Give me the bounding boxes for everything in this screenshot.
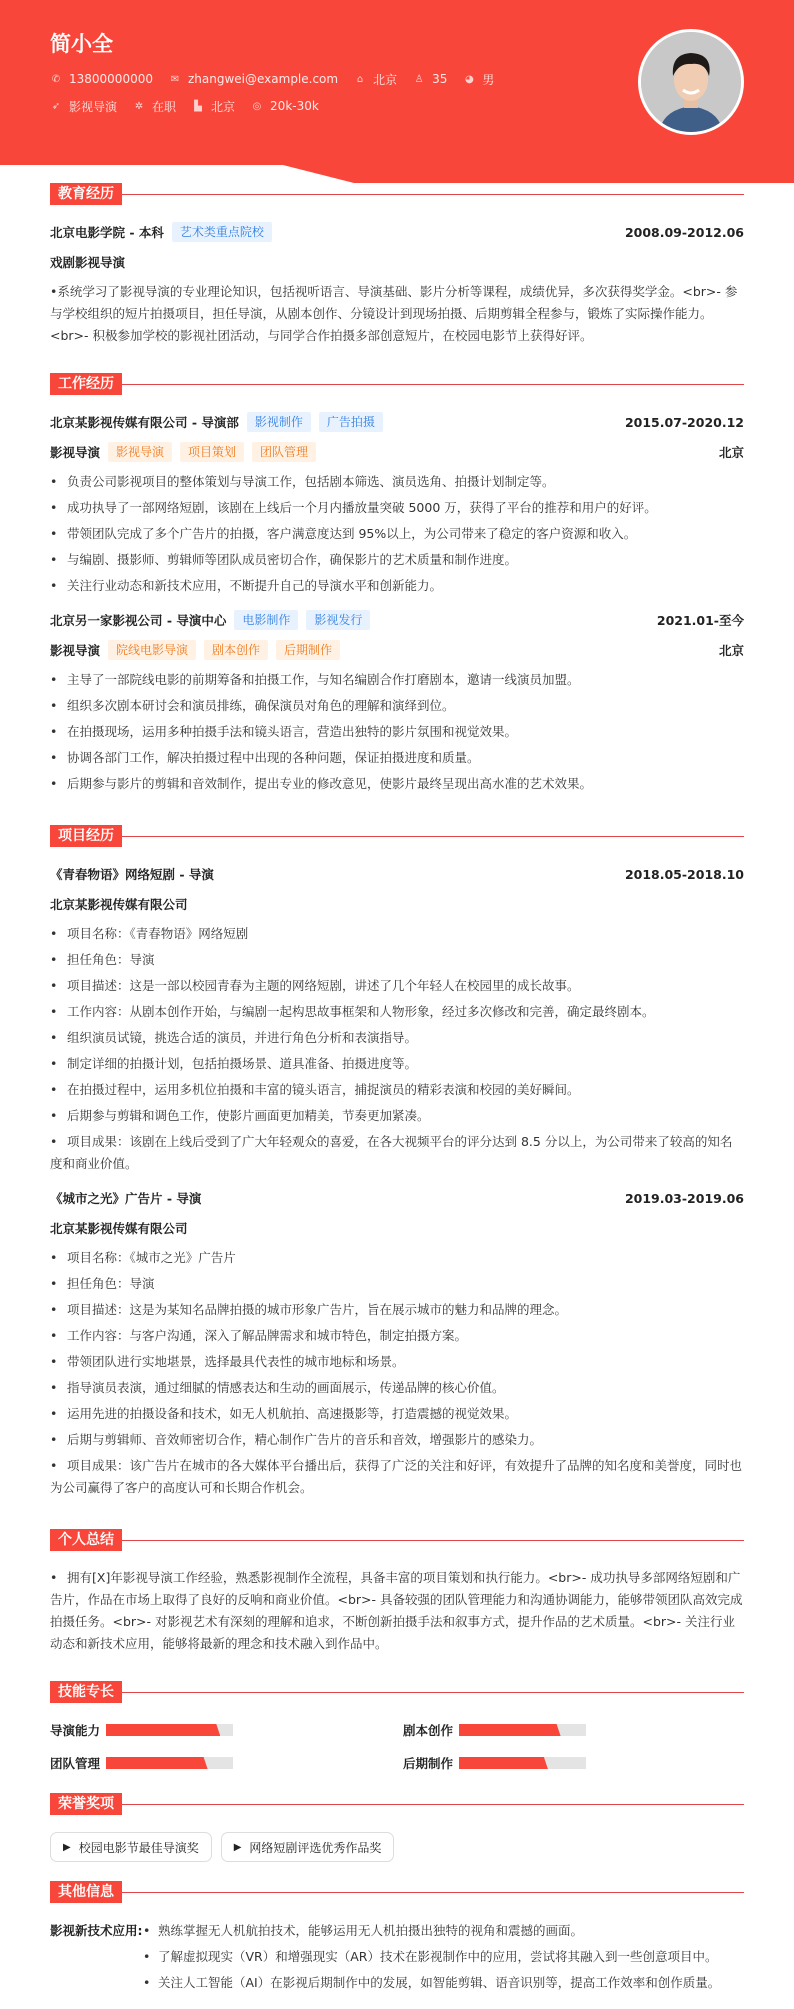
project-company: 北京某影视传媒有限公司 — [50, 897, 188, 912]
bullet: • — [143, 1949, 151, 1964]
list-item-text: 协调各部门工作，解决拍摄过程中出现的各种问题，保证拍摄进度和质量。 — [67, 750, 480, 765]
list-item — [50, 575, 744, 597]
gear-icon: ✲ — [134, 100, 144, 112]
list-item — [50, 1105, 744, 1127]
list-item — [50, 1351, 744, 1373]
contact-row — [50, 69, 510, 89]
list-item — [50, 747, 744, 769]
list-item — [50, 523, 744, 545]
list-item-text: 指导演员表演，通过细腻的情感表达和生动的画面展示，传递品牌的核心价值。 — [67, 1380, 505, 1395]
list-item-text: 担任角色：导演 — [67, 952, 155, 967]
project-company-row — [50, 1217, 744, 1239]
role-tag: 院线电影导演 — [108, 640, 196, 660]
list-item-text: 关注行业动态和新技术应用，不断提升自己的导演水平和创新能力。 — [67, 578, 443, 593]
list-item — [50, 1429, 744, 1451]
skill-name: 后期制作 — [403, 1756, 454, 1771]
date: 2019.03-2019.06 — [624, 1190, 744, 1206]
summary-text: • 拥有[X]年影视导演工作经验，熟悉影视制作全流程，具备丰富的项目策划和执行能力。<br>- 成功执导多部网络短剧和广告片，作品在市场上取得了良好的反响和商业价值。<br>- 具备较强的团队管理能力和沟通协调能力，能够带领团队高效完成拍摄任务。<br>- 对影视艺术有深刻的理解和追求，不断创新拍摄手法和叙事方式，提升作品的艺术质量。<br>- 关注行业动态和新技术应用，能够将最新的理念和技术融入到作品中。 — [50, 1570, 743, 1651]
age: 35 — [432, 72, 448, 86]
list-item-text: 带领团队完成了多个广告片的拍摄，客户满意度达到 95%以上，为公司带来了稳定的客户资源和收入。 — [67, 526, 637, 541]
list-item-text: 项目描述：这是一部以校园青春为主题的网络短剧，讲述了几个年轻人在校园里的成长故事。 — [67, 978, 580, 993]
projects-section — [50, 825, 744, 1503]
list-item-text: 项目成果：该剧在上线后受到了广大年轻观众的喜爱，在各大视频平台的评分达到 8.5 分以上，为公司带来了较高的知名度和商业价值。 — [50, 1134, 733, 1171]
list-item-text: 项目成果：该广告片在城市的各大媒体平台播出后，获得了广泛的关注和好评，有效提升了品牌的知名度和美誉度，同时也为公司赢得了客户的高度认可和长期合作机会。 — [50, 1458, 743, 1495]
skill-item — [50, 1752, 403, 1774]
honors-section — [50, 1793, 744, 1862]
bullet: • — [143, 1975, 151, 1990]
email: zhangwei@example.com — [187, 72, 339, 86]
list-item — [50, 1001, 744, 1023]
mail-icon: ✉ — [170, 73, 180, 85]
list-item-text: 与编剧、摄影师、剪辑师等团队成员密切合作，确保影片的艺术质量和制作进度。 — [67, 552, 518, 567]
bullet: • — [50, 1354, 58, 1369]
list-item — [143, 1946, 720, 1968]
other-label: 影视新技术应用: — [50, 1923, 143, 1938]
divider — [50, 1804, 744, 1805]
list-item — [50, 1455, 744, 1499]
bullet: • — [50, 952, 58, 967]
divider — [50, 384, 744, 385]
list-item-text: 在拍摄现场，运用多种拍摄手法和镜头语言，营造出独特的影片氛围和视觉效果。 — [67, 724, 518, 739]
project-title-row — [50, 1187, 744, 1209]
skill-bar — [106, 1757, 233, 1769]
list-item — [50, 1027, 744, 1049]
bullet: • — [143, 1923, 151, 1938]
list-item-text: 工作内容：从剧本创作开始，与编剧一起构思故事框架和人物形象，经过多次修改和完善，确定最终剧本。 — [67, 1004, 655, 1019]
bullet: • — [50, 1302, 58, 1317]
summary-section — [50, 1529, 744, 1655]
list-item — [50, 1273, 744, 1295]
status: 在职 — [152, 99, 177, 114]
honor-text: 网络短剧评选优秀作品奖 — [249, 1840, 382, 1855]
bullet: • — [50, 526, 58, 541]
work-section — [50, 373, 744, 799]
bullet: • — [50, 1458, 58, 1473]
bullet: • — [50, 776, 58, 791]
list-item-text: 关注人工智能（AI）在影视后期制作中的发展，如智能剪辑、语音识别等，提高工作效率和创作质量。 — [158, 1975, 721, 1990]
bullet: • — [50, 1082, 58, 1097]
location: 北京 — [718, 643, 744, 658]
list-item — [50, 773, 744, 795]
location: 北京 — [718, 445, 744, 460]
bullet: • — [50, 698, 58, 713]
other-section — [50, 1881, 744, 1998]
date: 2021.01-至今 — [656, 613, 744, 628]
bullet: • — [50, 926, 58, 941]
education-section — [50, 183, 744, 347]
bullet: • — [50, 672, 58, 687]
list-item — [50, 721, 744, 743]
list-item-text: 在拍摄过程中，运用多机位拍摄和丰富的镜头语言，捕捉演员的精彩表演和校园的美好瞬间。 — [67, 1082, 580, 1097]
bullet: • — [50, 1250, 58, 1265]
divider — [50, 1892, 744, 1893]
list-item — [50, 1247, 744, 1269]
list-item-text: 后期与剪辑师、音效师密切合作，精心制作广告片的音乐和音效，增强影片的感染力。 — [67, 1432, 543, 1447]
project-entry — [50, 863, 744, 1175]
role: 影视导演 — [50, 445, 101, 460]
list-item-text: 负责公司影视项目的整体策划与导演工作，包括剧本筛选、演员选角、拍摄计划制定等。 — [67, 474, 555, 489]
section-title: 技能专长 — [50, 1681, 122, 1703]
list-item — [50, 1325, 744, 1347]
skill-bar — [459, 1757, 586, 1769]
avatar — [638, 29, 744, 135]
bullet: • — [50, 552, 58, 567]
divider — [50, 194, 744, 195]
list-item-text: 项目描述：这是为某知名品牌拍摄的城市形象广告片，旨在展示城市的魅力和品牌的理念。 — [67, 1302, 568, 1317]
list-item — [50, 1377, 744, 1399]
role-tag: 后期制作 — [276, 640, 340, 660]
salary-icon: ◎ — [252, 100, 262, 112]
project-left — [50, 1189, 201, 1207]
bullet: • — [50, 474, 58, 489]
list-item-text: 成功执导了一部网络短剧，该剧在上线后一个月内播放量突破 5000 万，获得了平台的推荐和用户的好评。 — [67, 500, 657, 515]
skill-item — [50, 1719, 403, 1741]
honor-text: 校园电影节最佳导演奖 — [78, 1840, 199, 1855]
target-city: 北京 — [211, 99, 236, 114]
list-item-text: 组织多次剧本研讨会和演员排练，确保演员对角色的理解和演绎到位。 — [67, 698, 455, 713]
divider — [50, 836, 744, 837]
home-icon: ⌂ — [356, 73, 364, 85]
list-item — [50, 1079, 744, 1101]
project-left — [50, 865, 214, 883]
skill-name: 导演能力 — [50, 1723, 101, 1738]
bullet: • — [50, 1276, 58, 1291]
list-item — [50, 923, 744, 945]
list-item — [50, 975, 744, 997]
building-icon: ▙ — [194, 100, 202, 112]
bullet: • — [50, 1030, 58, 1045]
section-title: 个人总结 — [50, 1529, 122, 1551]
list-item — [50, 1131, 744, 1175]
company-name: 北京某影视传媒有限公司 - 导演部 — [50, 415, 239, 430]
school-tag: 艺术类重点院校 — [172, 222, 272, 242]
bullet: • — [50, 1004, 58, 1019]
section-title: 项目经历 — [50, 825, 122, 847]
list-item — [50, 497, 744, 519]
candidate-name: 简小全 — [50, 32, 113, 56]
bullet: • — [50, 978, 58, 993]
skill-bar — [106, 1724, 233, 1736]
skill-bar-fill — [106, 1757, 208, 1769]
honor-badge — [50, 1832, 212, 1862]
role-left — [50, 442, 316, 462]
role: 影视导演 — [50, 643, 101, 658]
bullet: • — [50, 1134, 58, 1149]
list-item-text: 主导了一部院线电影的前期筹备和拍摄工作，与知名编剧合作打磨剧本，邀请一线演员加盟。 — [67, 672, 580, 687]
company-tag: 影视制作 — [247, 412, 311, 432]
skill-bar-fill — [459, 1724, 561, 1736]
company-left — [50, 412, 383, 432]
skill-bar-fill — [459, 1757, 548, 1769]
bullet: • — [50, 750, 58, 765]
company-name: 北京另一家影视公司 - 导演中心 — [50, 613, 227, 628]
list-item — [50, 669, 744, 691]
salary: 20k-30k — [270, 99, 319, 113]
company-left — [50, 610, 370, 630]
list-item — [143, 1920, 720, 1942]
list-item — [50, 1299, 744, 1321]
gender-icon: ◕ — [465, 73, 474, 85]
bullet: • — [50, 1108, 58, 1123]
bullet: • — [50, 1056, 58, 1071]
company-tag: 广告拍摄 — [319, 412, 383, 432]
skill-bar-fill — [106, 1724, 220, 1736]
project-company-left — [50, 895, 188, 913]
list-item-text: 项目名称：《青春物语》网络短剧 — [67, 926, 249, 941]
phone-icon: ✆ — [51, 73, 61, 85]
company-tag: 电影制作 — [234, 610, 298, 630]
list-item — [50, 1403, 744, 1425]
role-tag: 影视导演 — [108, 442, 172, 462]
list-item — [50, 549, 744, 571]
list-item-text: 担任角色：导演 — [67, 1276, 155, 1291]
section-title: 荣誉奖项 — [50, 1793, 122, 1815]
section-title: 其他信息 — [50, 1881, 122, 1903]
play-icon: ▶ — [233, 1841, 242, 1853]
role-row — [50, 441, 744, 463]
list-item-text: 项目名称：《城市之光》广告片 — [67, 1250, 236, 1265]
date: 2015.07-2020.12 — [624, 414, 744, 430]
list-item-text: 组织演员试镜，挑选合适的演员，并进行角色分析和表演指导。 — [67, 1030, 418, 1045]
list-item-text: 带领团队进行实地堪景，选择最具代表性的城市地标和场景。 — [67, 1354, 405, 1369]
play-icon: ▶ — [63, 1841, 71, 1853]
divider — [50, 1540, 744, 1541]
project-title-row — [50, 863, 744, 885]
bullet: • — [50, 1406, 58, 1421]
role-tag: 项目策划 — [180, 442, 244, 462]
list-item-text: 了解虚拟现实（VR）和增强现实（AR）技术在影视制作中的应用，尝试将其融入到一些创意项目中。 — [158, 1949, 718, 1964]
city: 北京 — [373, 72, 398, 87]
work-entry — [50, 609, 744, 795]
list-item-text: 后期参与影片的剪辑和音效制作，提出专业的修改意见，使影片最终呈现出高水准的艺术效果。 — [67, 776, 593, 791]
section-title: 教育经历 — [50, 183, 122, 205]
skill-name: 团队管理 — [50, 1756, 101, 1771]
skill-bar — [459, 1724, 586, 1736]
send-icon: ➶ — [51, 100, 61, 112]
cake-icon: ♙ — [414, 73, 424, 85]
gender: 男 — [482, 72, 495, 87]
role-tag: 剧本创作 — [204, 640, 268, 660]
bullet: • — [50, 578, 58, 593]
project-company: 北京某影视传媒有限公司 — [50, 1221, 188, 1236]
section-title: 工作经历 — [50, 373, 122, 395]
project-company-row — [50, 893, 744, 915]
list-item: •系统学习了影视导演的专业理论知识，包括视听语言、导演基础、影片分析等课程，成绩优异，多次获得奖学金。<br>- 参与学校组织的短片拍摄项目，担任导演，从剧本创作、分镜设计到现场拍摄、后期剪辑全程参与，锻炼了实际操作能力。<br>- 积极参加学校的影视社团活动，与同学合作拍摄多部创意短片，在校园电影节上获得好评。 — [50, 284, 738, 343]
bullet: • — [50, 724, 58, 739]
list-item — [50, 695, 744, 717]
divider — [50, 1692, 744, 1693]
bullet: • — [50, 1432, 58, 1447]
honor-badge — [221, 1832, 395, 1862]
phone: 13800000000 — [69, 72, 153, 86]
role-row — [50, 639, 744, 661]
date: 2008.09-2012.06 — [624, 224, 744, 240]
list-item-text: 熟练掌握无人机航拍技术，能够运用无人机拍摄出独特的视角和震撼的画面。 — [158, 1923, 584, 1938]
list-item — [50, 1053, 744, 1075]
skills-section — [50, 1681, 744, 1774]
major: 戏剧影视导演 — [50, 255, 126, 270]
company-row — [50, 411, 744, 433]
school: 北京电影学院 - 本科 — [50, 225, 164, 240]
date: 2018.05-2018.10 — [624, 866, 744, 882]
other-list — [143, 1920, 720, 1998]
skill-item — [403, 1752, 744, 1774]
skill-name: 剧本创作 — [403, 1723, 454, 1738]
company-tag: 影视发行 — [306, 610, 370, 630]
list-item-text: 工作内容：与客户沟通，深入了解品牌需求和城市特色，制定拍摄方案。 — [67, 1328, 468, 1343]
role-tag: 团队管理 — [252, 442, 316, 462]
list-item — [50, 471, 744, 493]
list-item-text: 运用先进的拍摄设备和技术，如无人机航拍、高速摄影等，打造震撼的视觉效果。 — [67, 1406, 518, 1421]
list-item — [50, 949, 744, 971]
project-company-left — [50, 1219, 188, 1237]
list-item-text: 后期参与剪辑和调色工作，使影片画面更加精美，节奏更加紧凑。 — [67, 1108, 430, 1123]
bullet: • — [50, 1328, 58, 1343]
company-row — [50, 609, 744, 631]
work-entry — [50, 411, 744, 597]
bullet: • — [50, 1380, 58, 1395]
list-item-text: 制定详细的拍摄计划，包括拍摄场景、道具准备、拍摄进度等。 — [67, 1056, 418, 1071]
position: 影视导演 — [69, 99, 118, 114]
bullet: • — [50, 500, 58, 515]
role-left — [50, 640, 340, 660]
list-item — [143, 1972, 720, 1994]
project-title: 《青春物语》网络短剧 - 导演 — [50, 867, 214, 882]
project-title: 《城市之光》广告片 - 导演 — [50, 1191, 202, 1206]
project-entry — [50, 1187, 744, 1499]
job-intent-row — [50, 96, 335, 116]
skill-item — [403, 1719, 744, 1741]
